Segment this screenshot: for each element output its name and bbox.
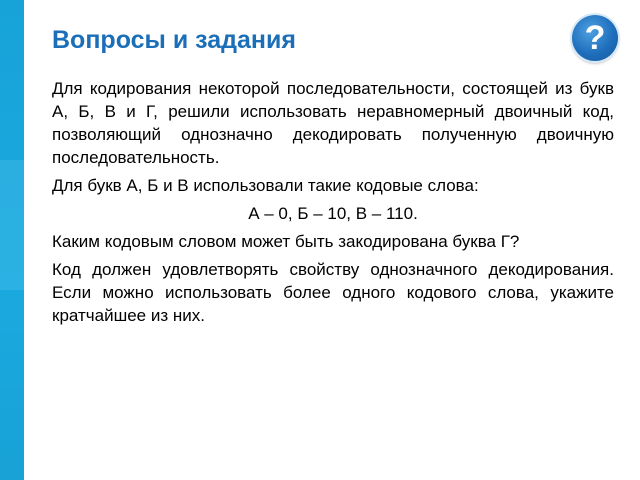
page-title: Вопросы и задания bbox=[52, 26, 296, 54]
question-mark-icon[interactable]: ? bbox=[572, 15, 618, 61]
paragraph-question: Каким кодовым словом может быть закодирована буква Г? bbox=[52, 232, 520, 251]
left-accent-bar bbox=[0, 0, 24, 480]
paragraph-condition: Код должен удовлетворять свойству однозначного декодирования. Если можно использовать более одного кодового слова, укажите кратчайшее из них. bbox=[52, 260, 614, 325]
task-text bbox=[52, 77, 614, 332]
paragraph-codewords: А – 0, Б – 10, В – 110. bbox=[248, 204, 418, 223]
left-accent-bar-highlight bbox=[0, 160, 24, 290]
paragraph-intro: Для кодирования некоторой последовательности, состоящей из букв А, Б, В и Г, решили использовать неравномерный двоичный код, позволяющий однозначно декодировать полученную двоичную последовательность. bbox=[52, 79, 614, 167]
paragraph-codewords-intro: Для букв А, Б и В использовали такие кодовые слова: bbox=[52, 176, 479, 195]
